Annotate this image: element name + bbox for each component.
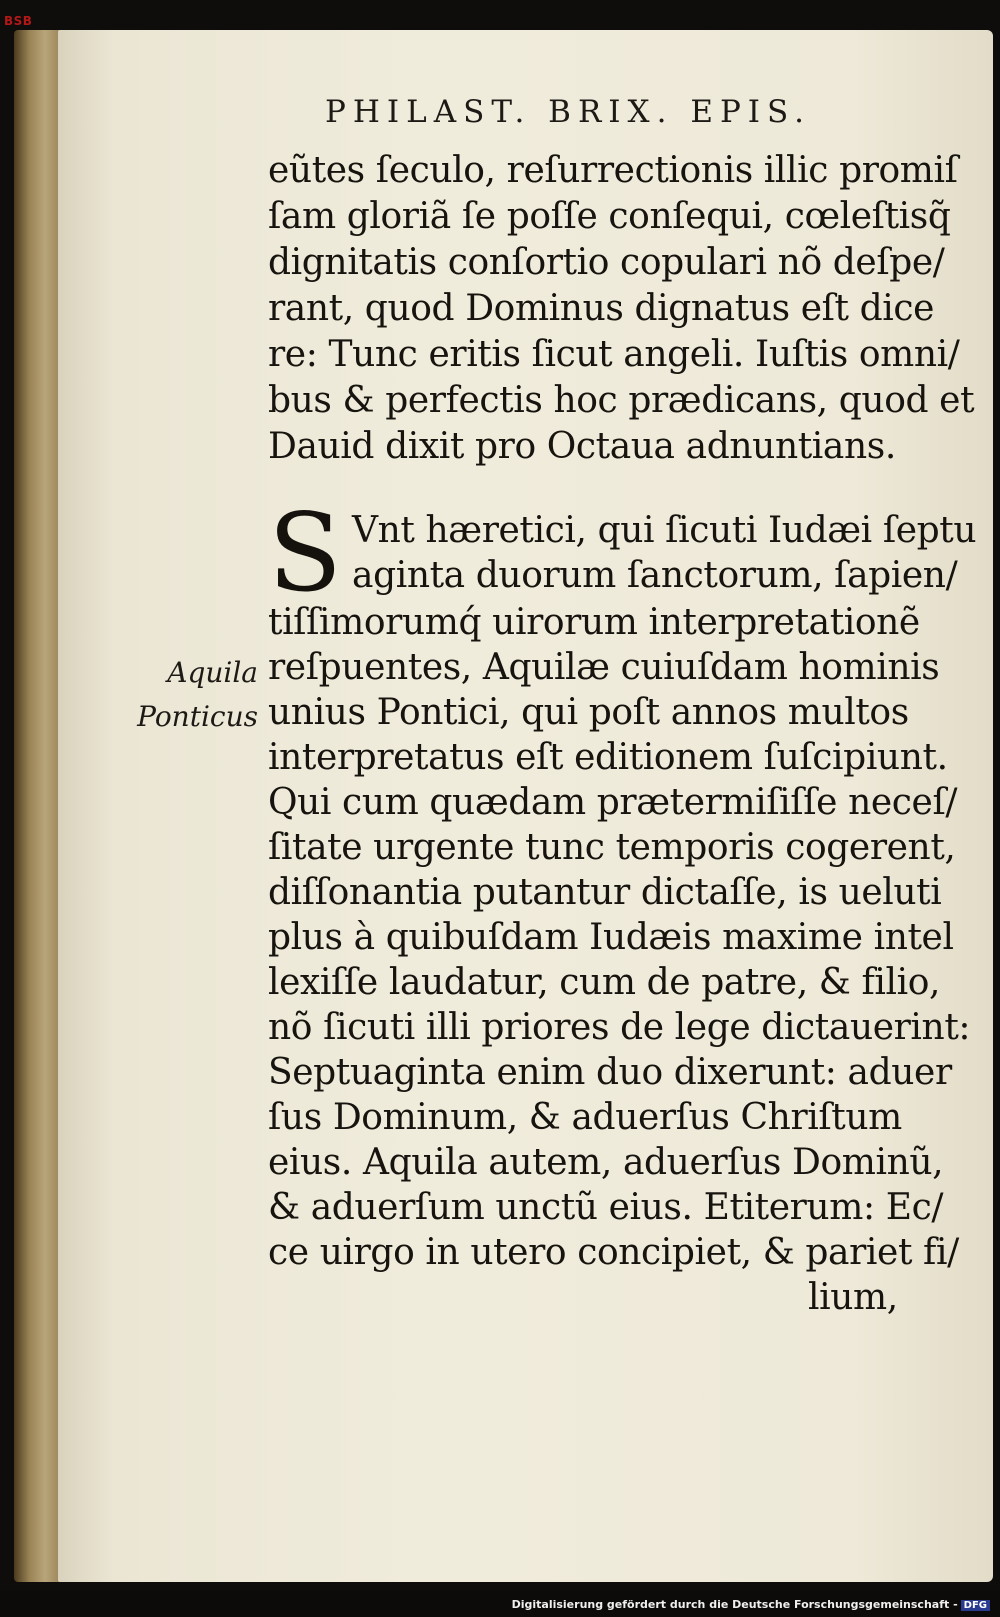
text-line: Qui cum quædam prætermiſiſſe neceſ/ [268,782,958,823]
text-line: reſpuentes, Aquilæ cuiuſdam hominis [268,647,940,688]
text-line: & aduerſum unctũ eius. Etiterum: Ec/ [268,1187,944,1228]
digitization-credit [512,1598,990,1611]
marginal-note-ponticus: Ponticus [137,700,258,733]
credit-text: Digitalisierung gefördert durch die Deutsche Forschungsgemeinschaft - [511,1598,958,1611]
text-line: lexiſſe laudatur, cum de patre, & filio, [268,962,941,1003]
bsb-watermark: BSB [4,14,33,28]
text-line: dignitatis conſortio copulari nõ deſpe/ [268,242,945,283]
text-line: unius Pontici, qui poſt annos multos [268,692,909,733]
paragraph-2 [268,491,977,1320]
text-line: ſam gloriã ſe poſſe conſequi, cœleſtisq̃ [268,196,951,237]
running-title: PHILAST. BRIX. EPIS. [325,94,812,130]
text-line: Vnt hæretici, qui ſicuti Iudæi ſeptu [352,510,977,551]
catchword: lium, [808,1277,898,1318]
text-line: eũtes ſeculo, reſurrectionis illic promiſ [268,150,958,191]
text-line: plus à quibuſdam Iudæis maxime intel [268,917,954,958]
text-line: bus & perfectis hoc prædicans, quod et [268,380,975,421]
text-line: tiſſimorumq́ uirorum interpretationẽ [268,602,920,643]
text-line: Septuaginta enim duo dixerunt: aduer [268,1052,952,1093]
text-line: interpretatus eſt editionem ſuſcipiunt. [268,737,948,778]
marginal-note-aquila: Aquila [167,656,258,689]
text-line: aginta duorum ſanctorum, ſapien/ [352,555,958,596]
text-line: nõ ſicuti illi priores de lege dictauerint: [268,1007,971,1048]
text-line: diſſonantia putantur dictaſſe, is ueluti [268,872,942,913]
paragraph-1 [268,148,975,470]
text-line: ſitate urgente tunc temporis cogerent, [268,827,956,868]
text-line: ce uirgo in utero concipiet, & pariet fi/ [268,1232,959,1273]
text-line: ſus Dominum, & aduerſus Chriſtum [268,1097,902,1138]
text-line: re: Tunc eritis ſicut angeli. Iuſtis omni/ [268,334,960,375]
text-line: eius. Aquila autem, aduerſus Dominũ, [268,1142,944,1183]
drop-cap: S [268,491,342,616]
dfg-logo: DFG [961,1600,990,1611]
text-line: Dauid dixit pro Octaua adnuntians. [268,426,896,467]
text-line: rant, quod Dominus dignatus eſt dice [268,288,935,329]
